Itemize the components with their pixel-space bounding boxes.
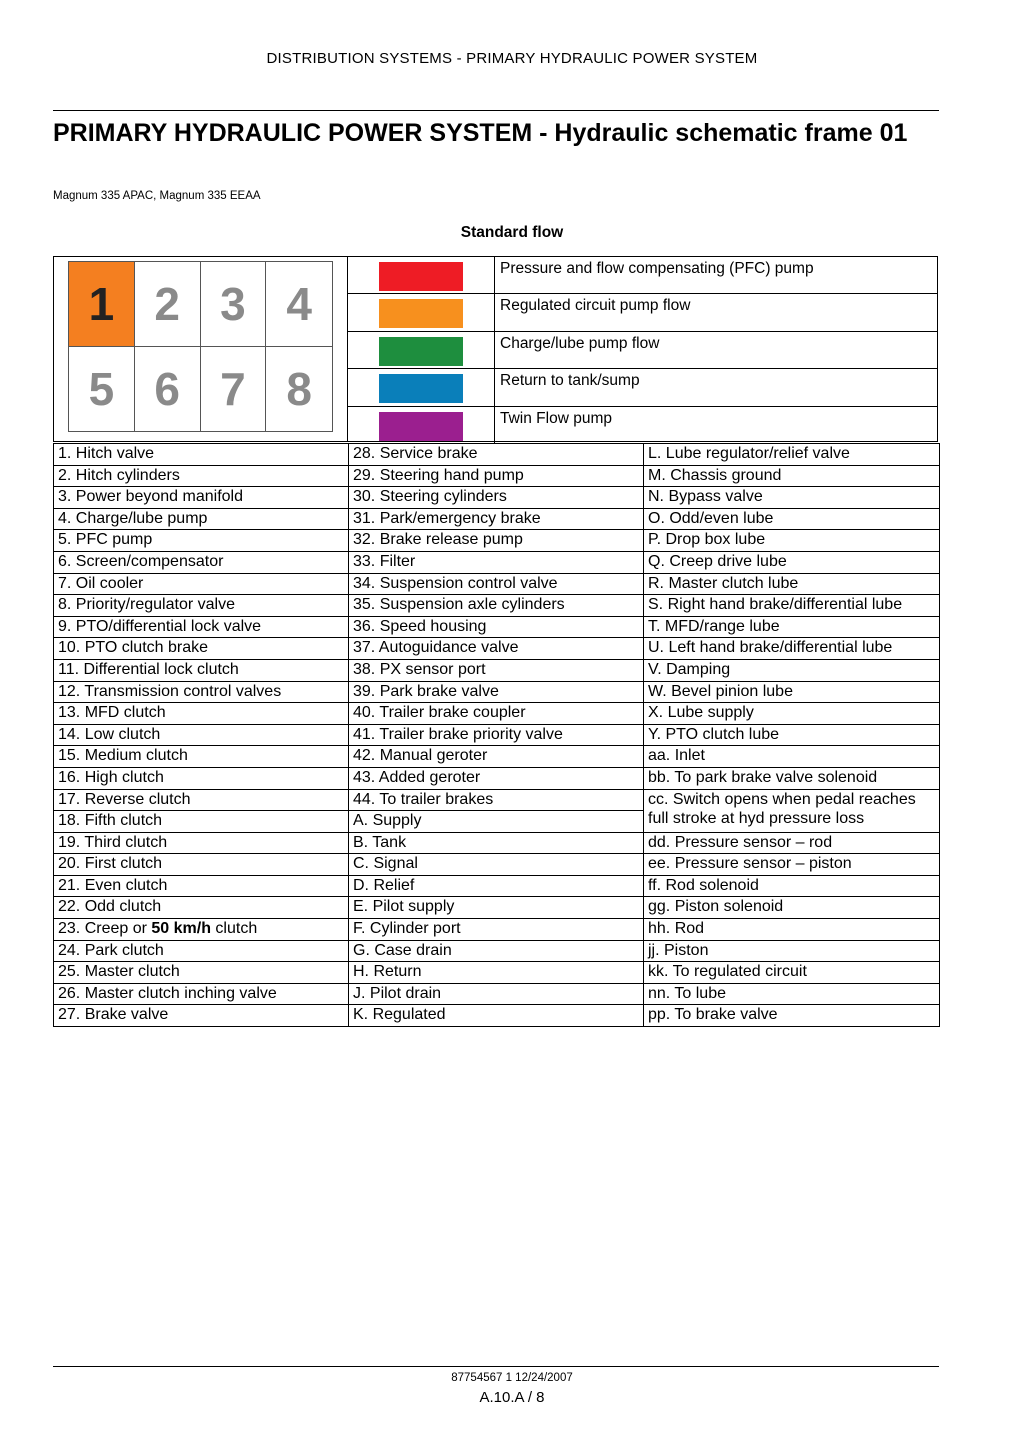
- table-cell: A. Supply: [349, 811, 644, 833]
- table-cell: L. Lube regulator/relief valve: [644, 444, 940, 466]
- table-cell: 34. Suspension control valve: [349, 573, 644, 595]
- table-row: [54, 444, 940, 466]
- table-row: [54, 789, 940, 811]
- table-row: [54, 962, 940, 984]
- table-cell: 32. Brake release pump: [349, 530, 644, 552]
- table-cell: O. Odd/even lube: [644, 508, 940, 530]
- top-rule: [53, 110, 939, 111]
- legend-label: Regulated circuit pump flow: [500, 297, 691, 315]
- table-cell: S. Right hand brake/differential lube: [644, 595, 940, 617]
- table-cell: 43. Added geroter: [349, 767, 644, 789]
- frame-legend-box: [53, 256, 938, 442]
- table-cell: 13. MFD clutch: [54, 703, 349, 725]
- emphasis-speed: 50 km/h: [151, 920, 211, 938]
- table-cell: 35. Suspension axle cylinders: [349, 595, 644, 617]
- frame-cell-1: 1: [69, 262, 135, 347]
- legend-label: Twin Flow pump: [500, 409, 612, 427]
- table-row: [54, 465, 940, 487]
- table-cell: C. Signal: [349, 854, 644, 876]
- table-cell: 31. Park/emergency brake: [349, 508, 644, 530]
- table-row: [54, 919, 940, 941]
- table-cell: 36. Speed housing: [349, 616, 644, 638]
- table-cell: 29. Steering hand pump: [349, 465, 644, 487]
- table-cell: 22. Odd clutch: [54, 897, 349, 919]
- table-cell: 5. PFC pump: [54, 530, 349, 552]
- table-cell: 30. Steering cylinders: [349, 487, 644, 509]
- table-row: [54, 703, 940, 725]
- table-row: [54, 832, 940, 854]
- table-row: [54, 724, 940, 746]
- section-heading: Standard flow: [460, 224, 564, 241]
- table-cell: 16. High clutch: [54, 767, 349, 789]
- page-title: PRIMARY HYDRAULIC POWER SYSTEM - Hydraulic schematic frame 01: [53, 119, 908, 147]
- bottom-rule: [53, 1366, 939, 1367]
- table-row: [54, 681, 940, 703]
- table-cell: 4. Charge/lube pump: [54, 508, 349, 530]
- table-cell: D. Relief: [349, 875, 644, 897]
- frame-cell-8: 8: [286, 362, 312, 415]
- frame-locator-grid: [68, 261, 333, 432]
- table-cell: nn. To lube: [644, 983, 940, 1005]
- table-cell: 38. PX sensor port: [349, 659, 644, 681]
- legend-label: Charge/lube pump flow: [500, 334, 660, 352]
- table-cell: aa. Inlet: [644, 746, 940, 768]
- legend-color-swatch: [379, 299, 463, 328]
- table-cell: 7. Oil cooler: [54, 573, 349, 595]
- table-cell: 44. To trailer brakes: [349, 789, 644, 811]
- table-row: [54, 595, 940, 617]
- legend-color-swatch: [379, 374, 463, 403]
- table-row: [54, 551, 940, 573]
- table-cell: ee. Pressure sensor – piston: [644, 854, 940, 876]
- table-cell: G. Case drain: [349, 940, 644, 962]
- table-cell: 33. Filter: [349, 551, 644, 573]
- table-cell: H. Return: [349, 962, 644, 984]
- table-row: [54, 508, 940, 530]
- frame-cell-7: 7: [201, 347, 267, 432]
- table-cell: Q. Creep drive lube: [644, 551, 940, 573]
- table-cell: M. Chassis ground: [644, 465, 940, 487]
- table-cell: P. Drop box lube: [644, 530, 940, 552]
- table-cell: 24. Park clutch: [54, 940, 349, 962]
- table-row: [54, 897, 940, 919]
- legend-swatch-cell: [348, 257, 495, 293]
- table-cell: 11. Differential lock clutch: [54, 659, 349, 681]
- table-cell: 37. Autoguidance valve: [349, 638, 644, 660]
- table-row: [54, 940, 940, 962]
- table-cell: 20. First clutch: [54, 854, 349, 876]
- legend-color-swatch: [379, 412, 463, 441]
- table-cell: 23. Creep or 50 km/h clutch: [54, 919, 349, 941]
- table-cell: W. Bevel pinion lube: [644, 681, 940, 703]
- table-cell: 14. Low clutch: [54, 724, 349, 746]
- table-cell: 10. PTO clutch brake: [54, 638, 349, 660]
- table-cell: dd. Pressure sensor – rod: [644, 832, 940, 854]
- table-cell: 40. Trailer brake coupler: [349, 703, 644, 725]
- table-cell: 26. Master clutch inching valve: [54, 983, 349, 1005]
- table-cell: 42. Manual geroter: [349, 746, 644, 768]
- table-cell: cc. Switch opens when pedal reaches full stroke at hyd pressure loss: [644, 789, 940, 832]
- table-row: [54, 875, 940, 897]
- table-cell: V. Damping: [644, 659, 940, 681]
- table-cell: 8. Priority/regulator valve: [54, 595, 349, 617]
- legend-swatch-cell: [348, 332, 495, 368]
- legend-swatch-cell: [348, 294, 495, 330]
- table-cell: 2. Hitch cylinders: [54, 465, 349, 487]
- table-cell: 41. Trailer brake priority valve: [349, 724, 644, 746]
- table-cell: 6. Screen/compensator: [54, 551, 349, 573]
- frame-cell-4: 4: [266, 262, 332, 347]
- parts-table: [53, 443, 940, 1027]
- table-cell: 18. Fifth clutch: [54, 811, 349, 833]
- legend-swatch-cell: [348, 407, 495, 444]
- running-header: DISTRIBUTION SYSTEMS - PRIMARY HYDRAULIC POWER SYSTEM: [266, 50, 758, 67]
- table-cell: R. Master clutch lube: [644, 573, 940, 595]
- document-id: 87754567 1 12/24/2007: [451, 1372, 573, 1384]
- table-cell: ff. Rod solenoid: [644, 875, 940, 897]
- table-cell: X. Lube supply: [644, 703, 940, 725]
- legend-row: [348, 332, 937, 369]
- table-cell: B. Tank: [349, 832, 644, 854]
- table-cell: hh. Rod: [644, 919, 940, 941]
- table-cell: 39. Park brake valve: [349, 681, 644, 703]
- table-row: [54, 746, 940, 768]
- table-row: [54, 573, 940, 595]
- table-cell: N. Bypass valve: [644, 487, 940, 509]
- frame-cell-5: 5: [69, 347, 135, 432]
- table-cell: 15. Medium clutch: [54, 746, 349, 768]
- legend-row: [348, 294, 937, 331]
- table-row: [54, 659, 940, 681]
- table-cell: 3. Power beyond manifold: [54, 487, 349, 509]
- table-cell: 28. Service brake: [349, 444, 644, 466]
- table-cell: 17. Reverse clutch: [54, 789, 349, 811]
- frame-cell-3: 3: [201, 262, 267, 347]
- color-legend: [348, 257, 937, 444]
- table-cell: T. MFD/range lube: [644, 616, 940, 638]
- table-cell: 25. Master clutch: [54, 962, 349, 984]
- legend-row: [348, 369, 937, 406]
- legend-row: [348, 407, 937, 444]
- table-cell: U. Left hand brake/differential lube: [644, 638, 940, 660]
- table-cell: 9. PTO/differential lock valve: [54, 616, 349, 638]
- table-cell: 1. Hitch valve: [54, 444, 349, 466]
- table-row: [54, 767, 940, 789]
- legend-color-swatch: [379, 337, 463, 366]
- page-reference: A.10.A / 8: [479, 1389, 545, 1406]
- table-row: [54, 638, 940, 660]
- model-list: Magnum 335 APAC, Magnum 335 EEAA: [53, 190, 261, 202]
- table-row: [54, 616, 940, 638]
- legend-color-swatch: [379, 262, 463, 291]
- table-cell: 27. Brake valve: [54, 1005, 349, 1027]
- frame-cell-6: 6: [135, 347, 201, 432]
- legend-label: Return to tank/sump: [500, 372, 640, 390]
- table-cell: 12. Transmission control valves: [54, 681, 349, 703]
- table-cell: K. Regulated: [349, 1005, 644, 1027]
- table-row: [54, 487, 940, 509]
- table-cell: jj. Piston: [644, 940, 940, 962]
- frame-cell-2: 2: [135, 262, 201, 347]
- table-cell: J. Pilot drain: [349, 983, 644, 1005]
- table-cell: F. Cylinder port: [349, 919, 644, 941]
- table-cell: kk. To regulated circuit: [644, 962, 940, 984]
- table-cell: 21. Even clutch: [54, 875, 349, 897]
- table-row: [54, 854, 940, 876]
- table-cell: pp. To brake valve: [644, 1005, 940, 1027]
- table-cell: Y. PTO clutch lube: [644, 724, 940, 746]
- table-row: [54, 1005, 940, 1027]
- legend-row: [348, 257, 937, 294]
- table-cell: gg. Piston solenoid: [644, 897, 940, 919]
- table-row: [54, 530, 940, 552]
- table-cell: E. Pilot supply: [349, 897, 644, 919]
- legend-swatch-cell: [348, 369, 495, 405]
- table-row: [54, 983, 940, 1005]
- table-cell: bb. To park brake valve solenoid: [644, 767, 940, 789]
- table-cell: 19. Third clutch: [54, 832, 349, 854]
- legend-label: Pressure and flow compensating (PFC) pump: [500, 260, 814, 277]
